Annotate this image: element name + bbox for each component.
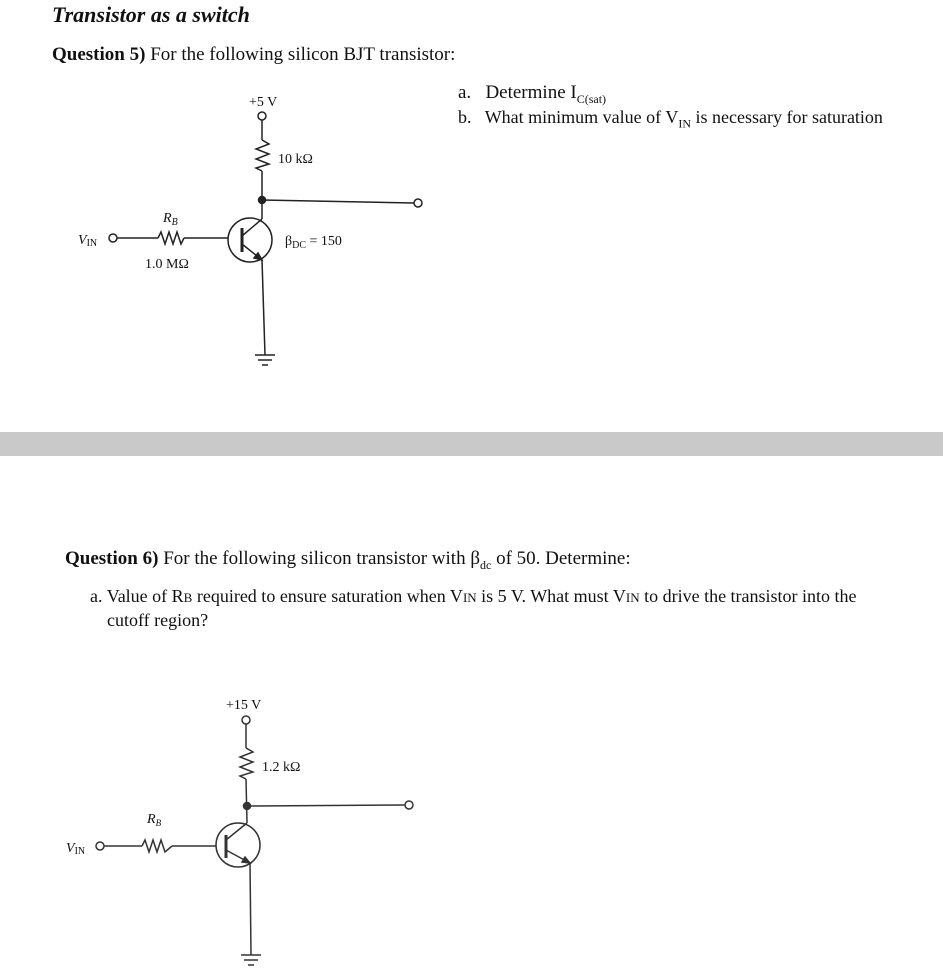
section-divider [0, 432, 943, 456]
vcc-label: +5 V [249, 95, 278, 110]
circuit-q5 [109, 112, 422, 365]
rb-label: $R_B$ [163, 211, 178, 228]
part-letter: a. [90, 586, 103, 606]
part-letter: b. [458, 107, 472, 127]
rc-label: 1.2 kΩ [262, 760, 301, 775]
rc-label: 10 kΩ [278, 152, 313, 167]
page-title: Transistor as a switch [52, 2, 250, 27]
part-text: What minimum value of V [484, 107, 679, 127]
q6-part-a-line2: cutoff region? [107, 610, 209, 630]
vin-label: VIN [78, 233, 98, 249]
part-text: to drive the transistor into the [639, 586, 857, 606]
part-sub: IN [625, 590, 640, 605]
question-6-label: Question 6) [65, 548, 159, 569]
q6-text: For the following silicon transistor with β [163, 548, 480, 569]
question-5-text: For the following silicon BJT transistor: [150, 44, 456, 65]
q6-part-a [90, 586, 857, 607]
question-6-heading [65, 548, 631, 573]
circuit-q5-labels [78, 95, 342, 272]
part-sub: IN [462, 590, 477, 605]
q6-text-post: of 50. Determine: [491, 548, 631, 569]
part-text: Determine I [485, 82, 577, 103]
part-text: Value of R [106, 586, 184, 606]
part-text: required to ensure saturation when V [192, 586, 463, 606]
question-5-label: Question 5) [52, 44, 146, 65]
q6-sub: dc [480, 557, 492, 572]
part-text: is 5 V. What must V [476, 586, 626, 606]
circuit-q6 [96, 716, 413, 965]
circuit-q6-labels [66, 698, 300, 857]
part-sub: B [183, 590, 193, 605]
vcc-label: +15 V [226, 698, 262, 713]
part-rest: is necessary for saturation [691, 107, 883, 127]
beta-label: $\beta_{DC} = 150$ [285, 234, 342, 251]
rb-label: $R_B$ [147, 812, 162, 828]
vin-label: VIN [66, 841, 86, 857]
part-letter: a. [458, 82, 472, 103]
part-sub: C(sat) [576, 91, 607, 106]
rb-value: 1.0 MΩ [145, 257, 189, 272]
part-sub: IN [678, 116, 691, 131]
